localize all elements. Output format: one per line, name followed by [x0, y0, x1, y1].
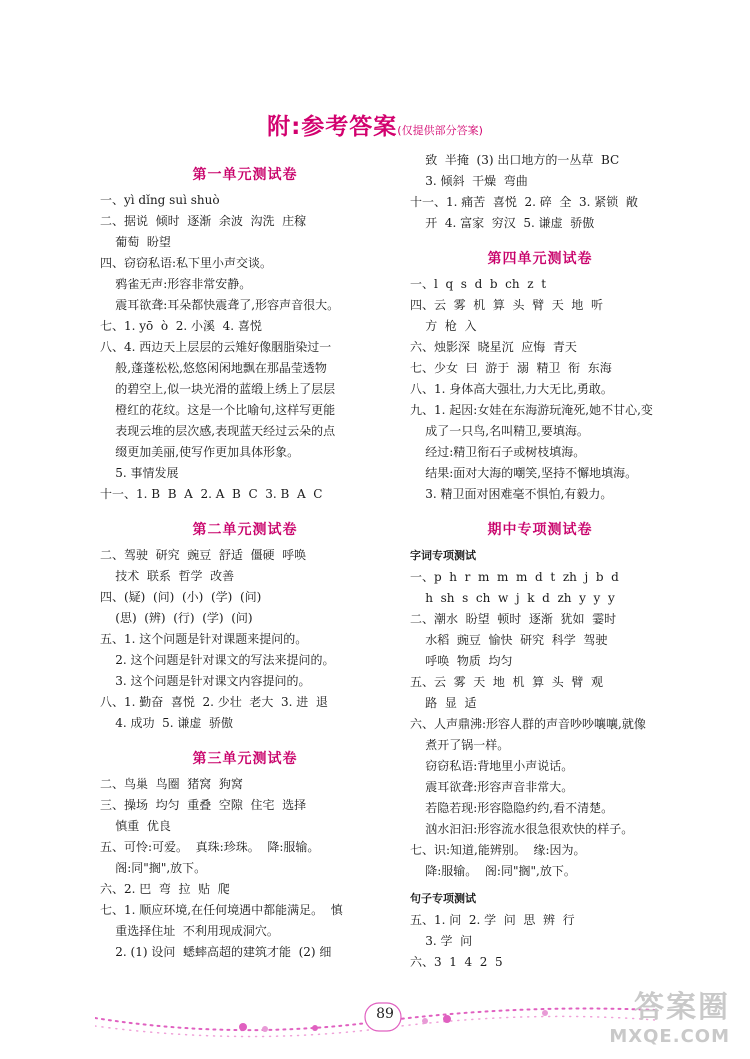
answer-line: 若隐若现:形容隐隐约约,看不清楚。 — [410, 801, 614, 815]
answer-line: 缀更加美丽,使写作更加具体形象。 — [100, 445, 300, 459]
answer-line: 的碧空上,似一块光滑的蓝缎上绣上了层层 — [100, 382, 336, 396]
answer-line: 3. 这个问题是针对课文内容提问的。 — [100, 674, 311, 688]
answer-line: 3. 倾斜 干燥 弯曲 — [410, 174, 528, 188]
right-column — [410, 150, 670, 973]
answer-line: 六、3 1 4 2 5 — [410, 955, 503, 969]
section-heading: 第三单元测试卷 — [192, 751, 298, 767]
answer-line: 葡萄 盼望 — [100, 235, 171, 249]
answer-line: 震耳欲聋:形容声音非常大。 — [410, 780, 574, 794]
answer-line: 四、窃窃私语:私下里小声交谈。 — [100, 256, 273, 270]
answer-line: h sh s ch w j k d zh y y y — [410, 591, 615, 605]
subsection-heading: 句子专项测试 — [410, 892, 476, 905]
answer-line: 阁:同"搁",放下。 — [100, 861, 207, 875]
answer-line: 七、识:知道,能辨别。 缘:因为。 — [410, 843, 586, 857]
answer-line: 八、1. 勤奋 喜悦 2. 少壮 老大 3. 进 退 — [100, 695, 328, 709]
answer-line: 三、操场 均匀 重叠 空隙 住宅 选择 — [100, 798, 307, 812]
answer-line: 表现云堆的层次感,表现蓝天经过云朵的点 — [100, 424, 336, 438]
left-column — [100, 150, 390, 963]
answer-line: 结果:面对大海的嘲笑,坚持不懈地填海。 — [410, 466, 638, 480]
answer-line: 六、烛影深 晓星沉 应悔 青天 — [410, 340, 577, 354]
answer-line: 成了一只鸟,名叫精卫,要填海。 — [410, 424, 589, 438]
answer-line: 2. 这个问题是针对课文的写法来提问的。 — [100, 653, 335, 667]
section-heading: 第四单元测试卷 — [487, 251, 593, 267]
section-heading: 第一单元测试卷 — [192, 167, 298, 183]
answer-line: 5. 事情发展 — [100, 466, 179, 480]
answer-line: 十一、1. 痛苦 喜悦 2. 碎 全 3. 紧锁 敞 — [410, 195, 638, 209]
answer-line: 八、1. 身体高大强壮,力大无比,勇敢。 — [410, 382, 613, 396]
answer-line: 技术 联系 哲学 改善 — [100, 569, 235, 583]
answer-line: 七、1. yō ò 2. 小溪 4. 喜悦 — [100, 319, 262, 333]
answer-line: 般,蓬蓬松松,悠悠闲闲地飘在那晶莹透物 — [100, 361, 327, 375]
answer-line: 汹水汩汩:形容流水很急很欢快的样子。 — [410, 822, 634, 836]
answer-line: 致 半掩 (3) 出口地方的一丛草 BC — [410, 153, 620, 167]
answer-line: 3. 精卫面对困难毫不惧怕,有毅力。 — [410, 487, 613, 501]
subsection-heading: 字词专项测试 — [410, 549, 476, 562]
answer-line: 七、少女 曰 游于 溺 精卫 衔 东海 — [410, 361, 612, 375]
answer-line: 二、驾驶 研究 豌豆 舒适 僵硬 呼唤 — [100, 548, 307, 562]
answer-line: 开 4. 富家 穷汉 5. 谦虚 骄傲 — [410, 216, 595, 230]
title-main: 附:参考答案 — [267, 114, 398, 140]
answer-line: 路 显 适 — [410, 696, 477, 710]
answer-line: 3. 学 问 — [410, 934, 473, 948]
answer-line: 一、l q s d b ch z t — [410, 277, 547, 291]
answer-line: 橙红的花纹。这是一个比喻句,这样写更能 — [100, 403, 336, 417]
answer-line: 窃窃私语:背地里小声说话。 — [410, 759, 574, 773]
answer-line: 五、云 雾 天 地 机 算 头 臂 观 — [410, 675, 604, 689]
answer-line: (思) (辨) (行) (学) (问) — [100, 611, 253, 625]
page-title — [0, 108, 750, 141]
answer-line: 一、p h r m m m d t zh j b d — [410, 570, 619, 584]
answer-line: 五、1. 问 2. 学 问 思 辨 行 — [410, 913, 575, 927]
watermark-line2: MXQE.COM — [609, 1026, 730, 1047]
watermark-line1: 答案圈 — [634, 990, 730, 1025]
answer-line: 一、yì dǐng suì shuò — [100, 193, 220, 207]
answer-line: 五、1. 这个问题是针对课题来提问的。 — [100, 632, 308, 646]
answer-line: 六、2. 巴 弯 拉 贴 爬 — [100, 882, 230, 896]
answer-line: 二、潮水 盼望 顿时 逐渐 犹如 霎时 — [410, 612, 617, 626]
answer-line: 九、1. 起因:女娃在东海游玩淹死,她不甘心,变 — [410, 403, 653, 417]
watermark — [609, 982, 730, 1047]
title-sub: (仅提供部分答案) — [397, 124, 483, 137]
answer-line: 七、1. 顺应环境,在任何境遇中都能满足。 慎 — [100, 903, 343, 917]
answer-line: 六、人声鼎沸:形容人群的声音吵吵嚷嚷,就像 — [410, 717, 646, 731]
answer-line: 四、(疑) (问) (小) (学) (问) — [100, 590, 262, 604]
page-number: 89 — [376, 1006, 394, 1022]
answer-line: 五、可怜:可爱。 真珠:珍珠。 降:服输。 — [100, 840, 320, 854]
answer-line: 经过:精卫衔石子或树枝填海。 — [410, 445, 586, 459]
answer-line: 鸦雀无声:形容非常安静。 — [100, 277, 252, 291]
answer-line: 方 枪 入 — [410, 319, 477, 333]
answer-line: 2. (1) 设问 蟋蟀高超的建筑才能 (2) 细 — [100, 945, 332, 959]
answer-line: 二、鸟巢 鸟圈 猪窝 狗窝 — [100, 777, 243, 791]
answer-line: 八、4. 西边天上层层的云雉好像胭脂染过一 — [100, 340, 332, 354]
section-heading: 期中专项测试卷 — [487, 522, 593, 538]
answer-line: 煮开了锅一样。 — [410, 738, 510, 752]
section-heading: 第二单元测试卷 — [192, 522, 298, 538]
answer-line: 重选择住址 不利用现成洞穴。 — [100, 924, 279, 938]
answer-line: 十一、1. B B A 2. A B C 3. B A C — [100, 487, 323, 501]
answer-line: 慎重 优良 — [100, 819, 171, 833]
answer-line: 4. 成功 5. 谦虚 骄傲 — [100, 716, 234, 730]
answer-line: 四、云 雾 机 算 头 臂 天 地 听 — [410, 298, 604, 312]
answer-line: 震耳欲聋:耳朵都快震聋了,形容声音很大。 — [100, 298, 340, 312]
answer-line: 水稻 豌豆 愉快 研究 科学 驾驶 — [410, 633, 608, 647]
answer-line: 呼唤 物质 均匀 — [410, 654, 513, 668]
answer-line: 二、据说 倾时 逐渐 余波 沟洗 庄稼 — [100, 214, 307, 228]
answer-line: 降:服输。 阁:同"搁",放下。 — [410, 864, 576, 878]
